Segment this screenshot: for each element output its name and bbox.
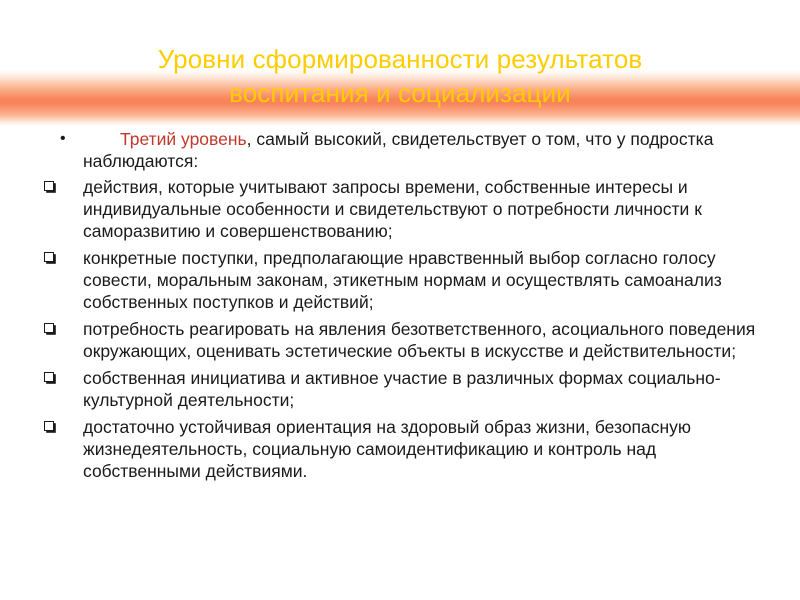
checkbox-bullet-icon <box>44 252 54 262</box>
list-item <box>40 247 770 313</box>
intro-highlight: Третий уровень <box>120 129 247 149</box>
slide-title <box>0 42 800 110</box>
list-item <box>40 367 770 411</box>
checkbox-bullet-icon <box>44 421 54 431</box>
list-item-text: собственная инициатива и активное участие в различных формах социально-культурной деятельности; <box>83 368 721 410</box>
title-line-1: Уровни сформированности результатов <box>157 44 643 74</box>
intro-paragraph <box>40 128 770 172</box>
list-item <box>40 318 770 362</box>
list-item-text: действия, которые учитывают запросы времени, собственные интересы и индивидуальные особенности и свидетельствуют о потребности личности к саморазвитию и совершенствованию; <box>83 177 702 241</box>
list-item <box>40 416 770 482</box>
list-item-text: потребность реагировать на явления безответственного, асоциального поведения окружающих, оценивать эстетические объекты в искусстве и действительности; <box>83 319 756 361</box>
list-item <box>40 176 770 242</box>
checkbox-bullet-icon <box>44 181 54 191</box>
title-line-2: воспитания и социализации <box>229 78 571 108</box>
checkbox-bullet-icon <box>44 323 54 333</box>
bullet-dot-icon: • <box>60 130 66 147</box>
list-item-text: достаточно устойчивая ориентация на здоровый образ жизни, безопасную жизнедеятельность, социальную самоидентификацию и контроль над собственными действиями. <box>83 417 692 481</box>
slide-content <box>40 128 770 487</box>
checkbox-bullet-icon <box>44 372 54 382</box>
intro-text: , самый высокий, свидетельствует о том, что у подростка наблюдаются: <box>83 129 714 171</box>
list-item-text: конкретные поступки, предполагающие нравственный выбор согласно голосу совести, моральным законам, этикетным нормам и осуществлять самоанализ собственных поступков и действий; <box>83 248 722 312</box>
